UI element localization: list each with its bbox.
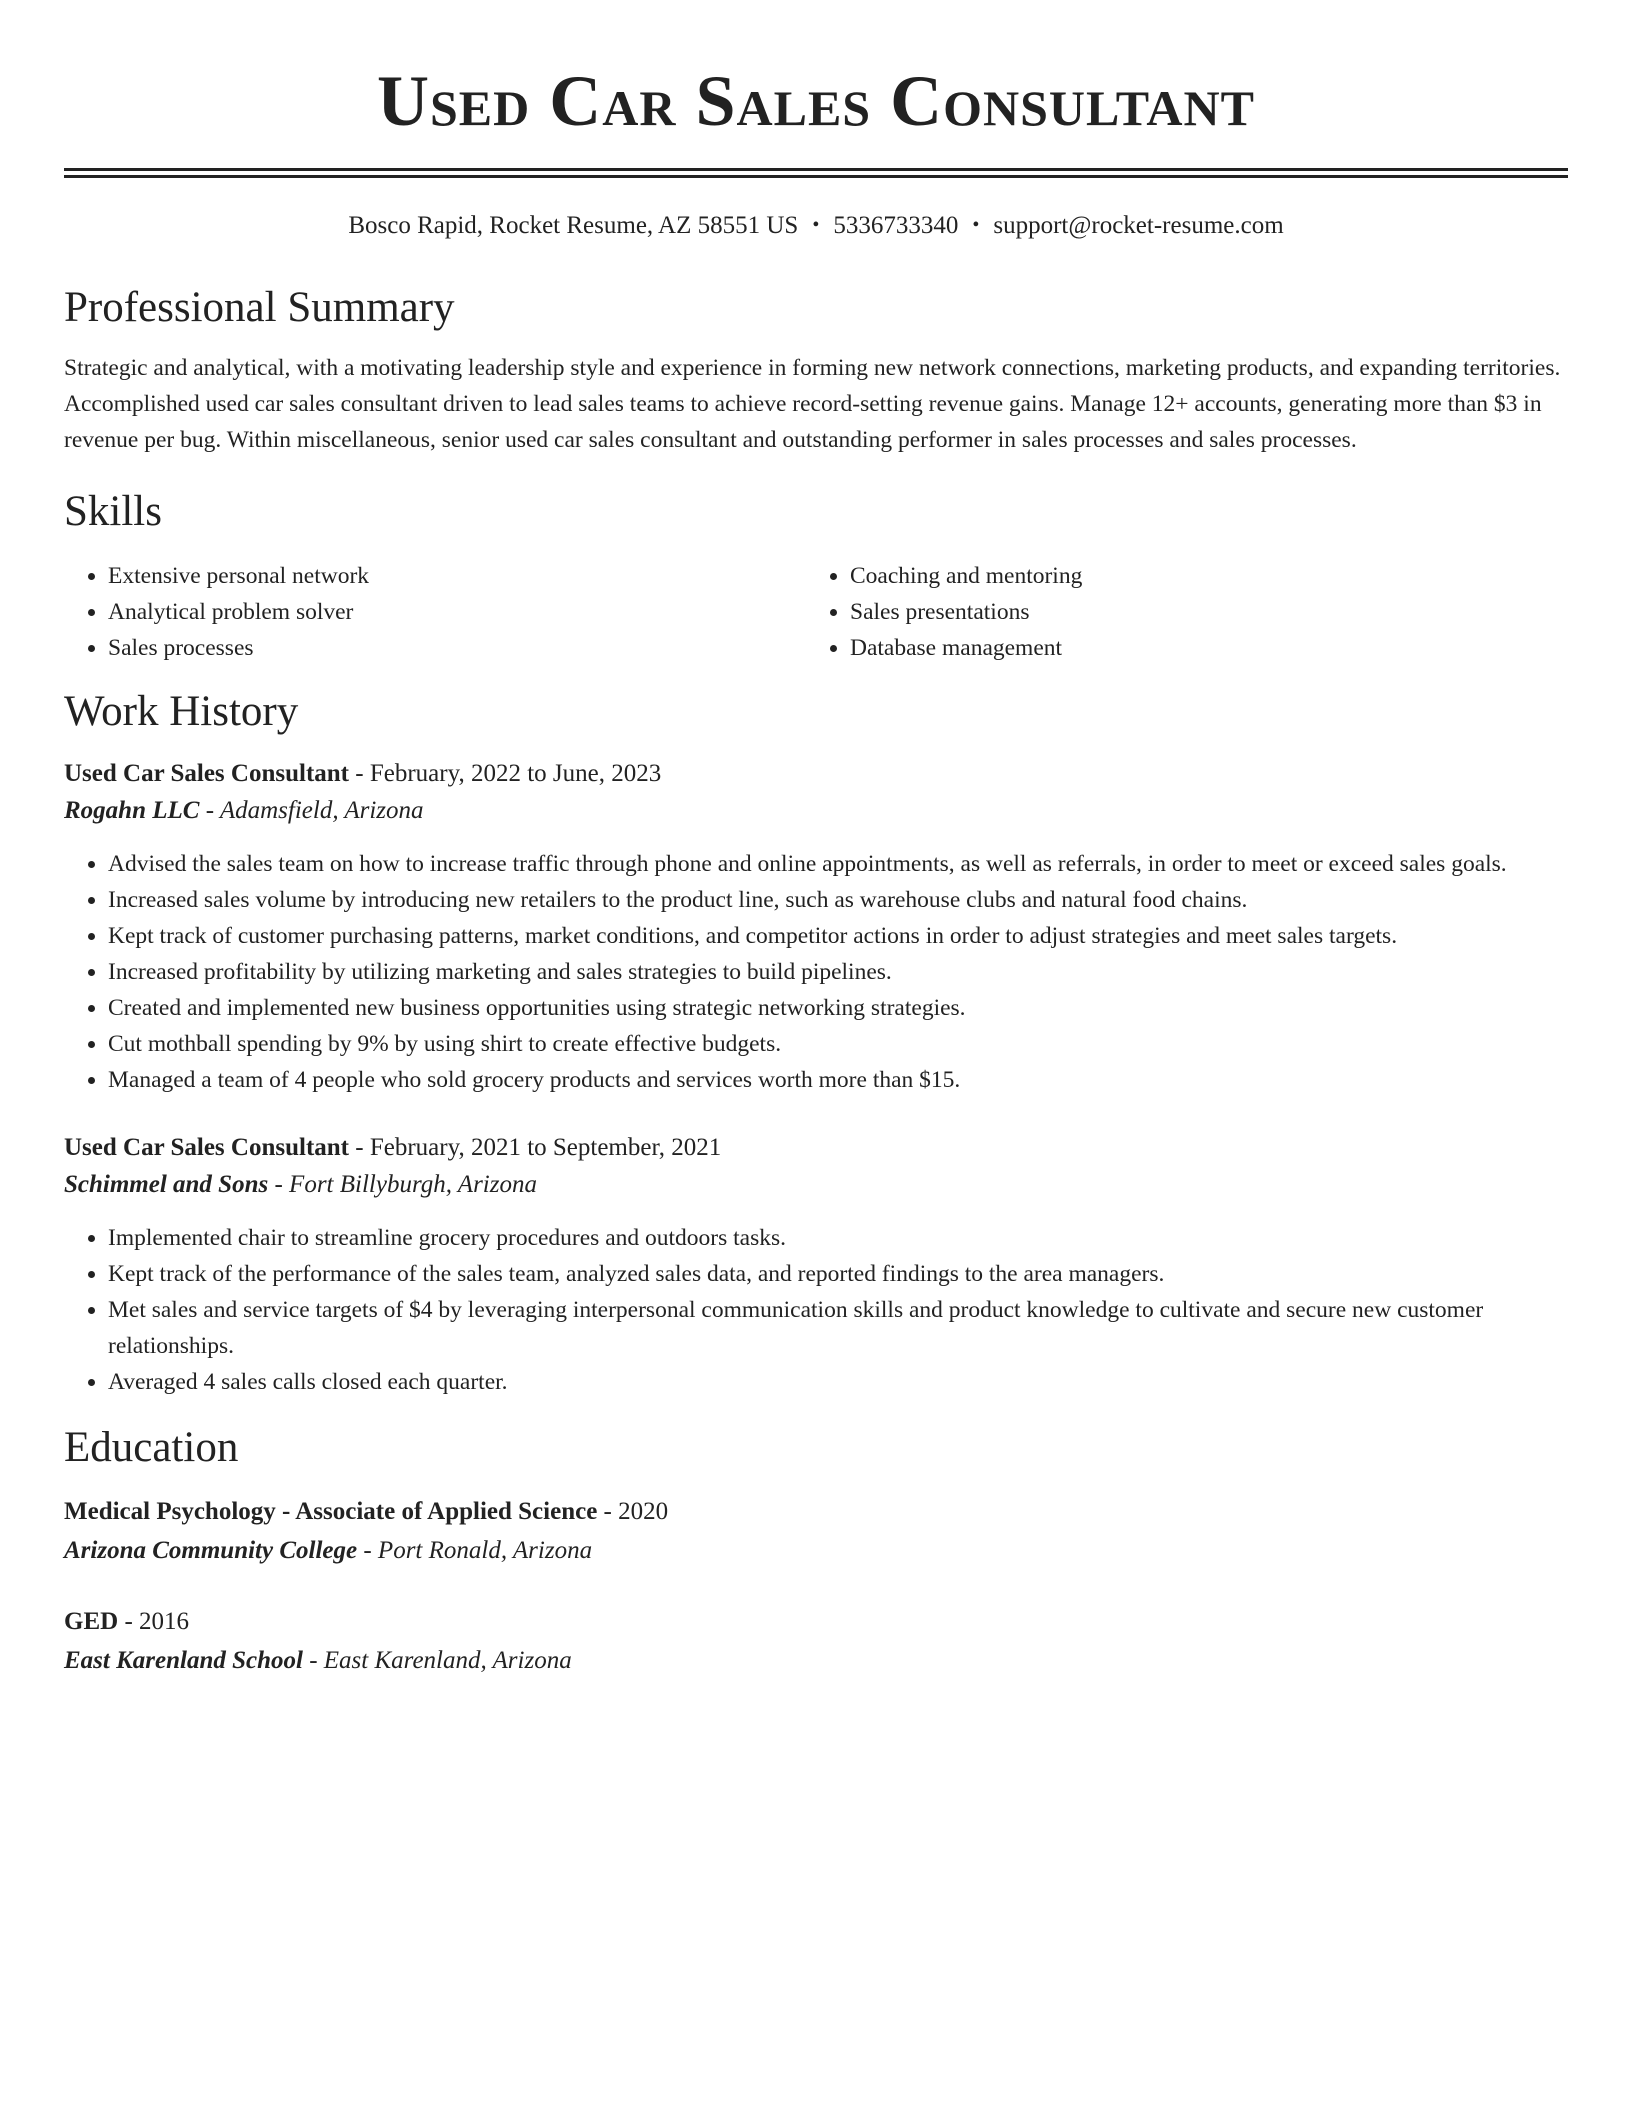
skills-list-right <box>806 558 1568 666</box>
resume-name: Used Car Sales Consultant <box>376 61 1255 141</box>
job-bullet: • Averaged 4 sales calls closed each quarter. <box>108 1364 1568 1400</box>
skills-grid <box>64 558 1568 666</box>
job-bullet: • Implemented chair to streamline grocery procedures and outdoors tasks. <box>108 1220 1568 1256</box>
school-location: - East Karenland, Arizona <box>302 1647 572 1674</box>
job-title-line <box>64 1130 1568 1166</box>
header-double-rule <box>64 168 1568 178</box>
job-dates: - February, 2022 to June, 2023 <box>349 760 662 787</box>
job-bullet: • Cut mothball spending by 9% by using shirt to create effective budgets. <box>108 1026 1568 1062</box>
job-title: Used Car Sales Consultant <box>64 760 349 787</box>
job-bullet: • Created and implemented new business opportunities using strategic networking strategies. <box>108 990 1568 1026</box>
degree-year: - 2016 <box>118 1608 190 1635</box>
job-bullet: • Increased profitability by utilizing marketing and sales strategies to build pipelines. <box>108 954 1568 990</box>
section-heading-summary: Professional Summary <box>64 284 455 331</box>
degree-year: - 2020 <box>597 1498 669 1525</box>
section-heading-skills: Skills <box>64 488 162 535</box>
job-entry <box>64 1130 1568 1400</box>
job-dates: - February, 2021 to September, 2021 <box>349 1134 722 1161</box>
section-heading-work-history: Work History <box>64 688 299 735</box>
skill-item: • Sales presentations <box>850 594 1568 630</box>
job-bullet: • Met sales and service targets of $4 by leveraging interpersonal communication skills and product knowledge to cultivate and secure new customer relationships. <box>108 1292 1568 1364</box>
degree-line <box>64 1494 1568 1530</box>
job-bullets <box>64 1220 1568 1400</box>
company-line <box>64 792 1568 830</box>
contact-phone: 5336733340 <box>833 212 959 239</box>
skill-item: • Database management <box>850 630 1568 666</box>
school-line <box>64 1640 1568 1682</box>
job-bullet: • Advised the sales team on how to increase traffic through phone and online appointments, as well as referrals, in order to meet or exceed sales goals. <box>108 846 1568 882</box>
summary-paragraph: Strategic and analytical, with a motivating leadership style and experience in forming new network connections, marketing products, and expanding territories. Accomplished used car sales consultant driven to lead sales teams to achieve record-setting revenue gains. Manage 12+ accounts, generating more than $3 in revenue per bug. Within miscellaneous, senior used car sales consultant and outstanding performer in sales processes and sales processes. <box>64 355 1561 453</box>
degree-name: GED <box>64 1608 119 1635</box>
education-entry <box>64 1604 1568 1682</box>
school-name: East Karenland School <box>64 1647 303 1674</box>
skill-item: • Coaching and mentoring <box>850 558 1568 594</box>
job-bullet: • Managed a team of 4 people who sold grocery products and services worth more than $15. <box>108 1062 1568 1098</box>
company-line <box>64 1166 1568 1204</box>
contact-email: support@rocket-resume.com <box>993 212 1284 239</box>
job-bullets <box>64 846 1568 1098</box>
job-entry <box>64 756 1568 1098</box>
skill-item: • Extensive personal network <box>108 558 806 594</box>
school-line <box>64 1530 1568 1572</box>
company-name: Schimmel and Sons <box>64 1171 269 1198</box>
degree-name: Medical Psychology - Associate of Applied Science <box>64 1498 598 1525</box>
bullet-separator: • <box>972 214 980 236</box>
education-entry <box>64 1494 1568 1572</box>
skill-item: • Analytical problem solver <box>108 594 806 630</box>
job-bullet: • Kept track of the performance of the sales team, analyzed sales data, and reported findings to the area managers. <box>108 1256 1568 1292</box>
company-name: Rogahn LLC <box>64 797 200 824</box>
section-heading-education: Education <box>64 1424 239 1471</box>
job-title-line <box>64 756 1568 792</box>
job-bullet: • Kept track of customer purchasing patterns, market conditions, and competitor actions in order to adjust strategies and meet sales targets. <box>108 918 1568 954</box>
bullet-separator: • <box>812 214 820 236</box>
skill-item: • Sales processes <box>108 630 806 666</box>
job-title: Used Car Sales Consultant <box>64 1134 349 1161</box>
company-location: - Fort Billyburgh, Arizona <box>268 1171 537 1198</box>
school-name: Arizona Community College <box>64 1537 358 1564</box>
contact-address: Bosco Rapid, Rocket Resume, AZ 58551 US <box>348 212 799 239</box>
school-location: - Port Ronald, Arizona <box>357 1537 593 1564</box>
job-bullet: • Increased sales volume by introducing new retailers to the product line, such as warehouse clubs and natural food chains. <box>108 882 1568 918</box>
company-location: - Adamsfield, Arizona <box>199 797 424 824</box>
skills-list-left <box>64 558 806 666</box>
degree-line <box>64 1604 1568 1640</box>
contact-line <box>64 209 1568 242</box>
